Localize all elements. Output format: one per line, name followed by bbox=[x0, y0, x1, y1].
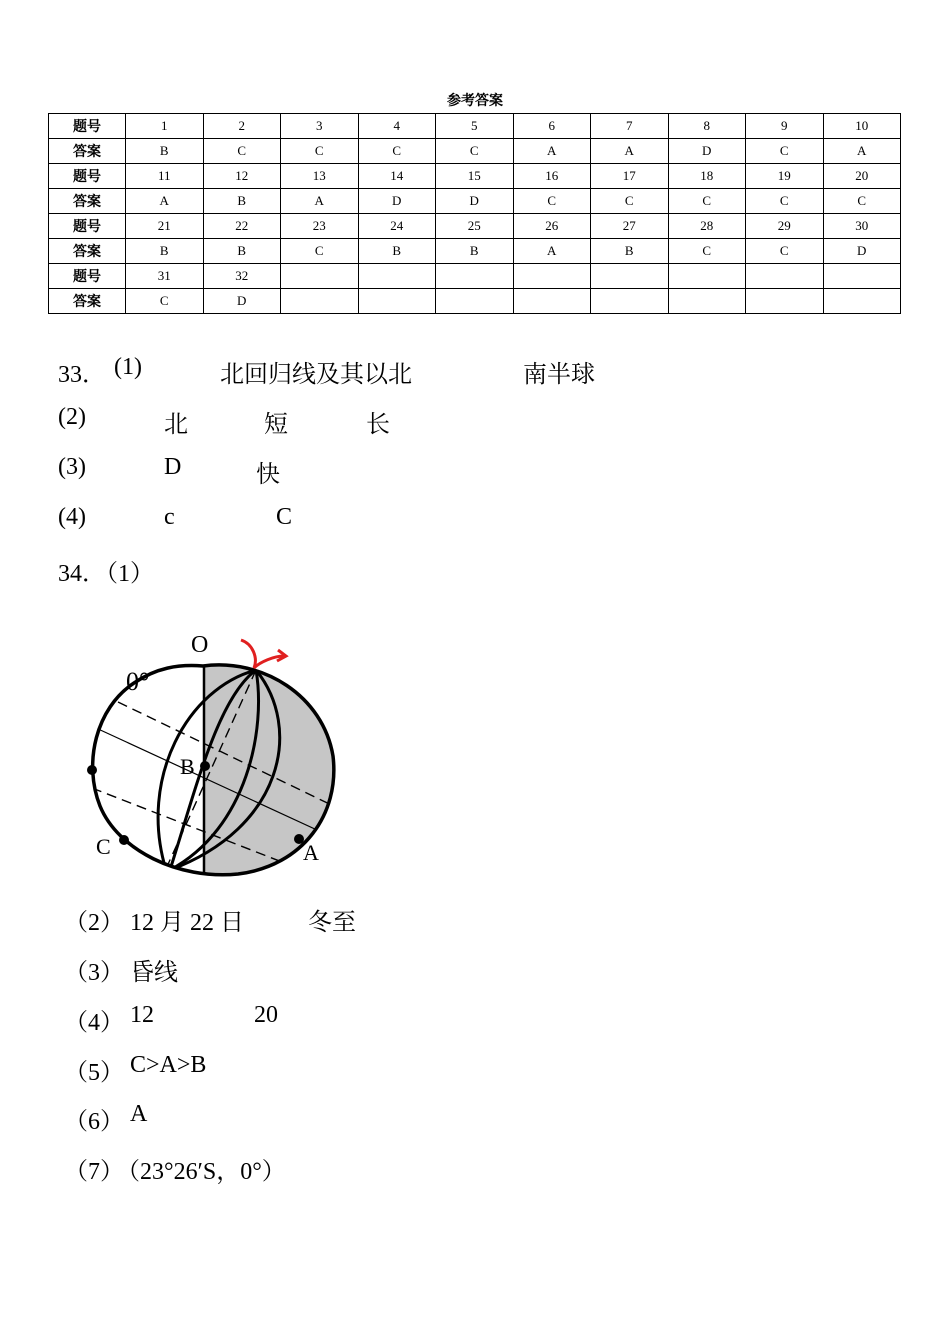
table-cell: 18 bbox=[668, 164, 746, 189]
table-cell: 19 bbox=[746, 164, 824, 189]
table-cell: C bbox=[591, 189, 669, 214]
table-row-label: 答案 bbox=[49, 289, 126, 314]
q33-part2-answer3: 长 bbox=[366, 412, 390, 438]
label-c: C bbox=[96, 834, 111, 859]
q34-part7-label: （7） bbox=[64, 1159, 124, 1185]
table-cell: 28 bbox=[668, 214, 746, 239]
table-row bbox=[49, 189, 901, 214]
table-cell bbox=[358, 289, 436, 314]
table-row-label: 答案 bbox=[49, 139, 126, 164]
table-row bbox=[49, 139, 901, 164]
rotation-arrow bbox=[241, 640, 284, 668]
table-cell: 31 bbox=[126, 264, 204, 289]
table-cell: C bbox=[668, 239, 746, 264]
q34-part2-label: （2） bbox=[64, 910, 124, 936]
table-cell: 27 bbox=[591, 214, 669, 239]
table-cell: 25 bbox=[436, 214, 514, 239]
table-row bbox=[49, 214, 901, 239]
table-cell: C bbox=[513, 189, 591, 214]
table-cell: 8 bbox=[668, 114, 746, 139]
q34-part3-label: （3） bbox=[64, 960, 124, 986]
q33-part2-answer1: 北 bbox=[164, 412, 188, 438]
table-row-label: 答案 bbox=[49, 239, 126, 264]
table-row-label: 题号 bbox=[49, 114, 126, 139]
table-cell: C bbox=[746, 239, 824, 264]
table-cell: D bbox=[668, 139, 746, 164]
table-row-label: 题号 bbox=[49, 264, 126, 289]
table-row bbox=[49, 289, 901, 314]
label-b: B bbox=[180, 754, 195, 779]
table-cell: B bbox=[126, 239, 204, 264]
table-cell: 14 bbox=[358, 164, 436, 189]
q34-part2-answer1: 12 月 22 日 bbox=[130, 910, 244, 936]
table-cell: 13 bbox=[281, 164, 359, 189]
table-cell bbox=[668, 289, 746, 314]
table-cell: 17 bbox=[591, 164, 669, 189]
table-cell: 30 bbox=[823, 214, 901, 239]
table-cell: 15 bbox=[436, 164, 514, 189]
table-cell bbox=[513, 264, 591, 289]
table-cell: 16 bbox=[513, 164, 591, 189]
q34-part7 bbox=[64, 1151, 286, 1232]
table-cell: C bbox=[281, 239, 359, 264]
table-cell: C bbox=[436, 139, 514, 164]
table-cell: C bbox=[823, 189, 901, 214]
q33-part3-answer1: D bbox=[164, 454, 182, 480]
q34-part4-label: （4） bbox=[64, 1010, 124, 1036]
table-cell: C bbox=[281, 139, 359, 164]
table-cell: 29 bbox=[746, 214, 824, 239]
answer-key-title: 参考答案 bbox=[447, 93, 503, 109]
table-row-label: 题号 bbox=[49, 214, 126, 239]
table-cell: 26 bbox=[513, 214, 591, 239]
table-row-label: 题号 bbox=[49, 164, 126, 189]
q33-part4-label: (4) bbox=[58, 504, 86, 530]
table-cell: B bbox=[436, 239, 514, 264]
table-cell: 4 bbox=[358, 114, 436, 139]
table-cell bbox=[513, 289, 591, 314]
table-cell bbox=[436, 264, 514, 289]
point-b-dot bbox=[200, 761, 210, 771]
table-cell: 6 bbox=[513, 114, 591, 139]
q33-part3-label: (3) bbox=[58, 454, 86, 480]
table-cell bbox=[591, 264, 669, 289]
q34-part6-label: （6） bbox=[64, 1109, 124, 1135]
table-cell: A bbox=[513, 139, 591, 164]
answer-table bbox=[48, 113, 901, 314]
table-cell bbox=[668, 264, 746, 289]
table-cell: D bbox=[358, 189, 436, 214]
table-cell: 21 bbox=[126, 214, 204, 239]
table-cell: 20 bbox=[823, 164, 901, 189]
q33-part1-answer2: 南半球 bbox=[523, 362, 595, 388]
table-cell: D bbox=[436, 189, 514, 214]
table-cell: A bbox=[513, 239, 591, 264]
table-cell bbox=[591, 289, 669, 314]
table-cell: A bbox=[281, 189, 359, 214]
table-cell: B bbox=[126, 139, 204, 164]
table-cell: C bbox=[746, 139, 824, 164]
table-cell bbox=[281, 289, 359, 314]
table-row bbox=[49, 114, 901, 139]
table-cell: B bbox=[591, 239, 669, 264]
table-cell: B bbox=[203, 189, 281, 214]
table-cell bbox=[746, 289, 824, 314]
table-cell: D bbox=[823, 239, 901, 264]
q33-part4-answer1: c bbox=[164, 504, 175, 530]
table-cell: C bbox=[746, 189, 824, 214]
table-cell: A bbox=[126, 189, 204, 214]
table-cell: 11 bbox=[126, 164, 204, 189]
table-cell: C bbox=[126, 289, 204, 314]
q33-number: 33． bbox=[58, 362, 106, 388]
table-cell: B bbox=[358, 239, 436, 264]
label-zero-degree: 0° bbox=[126, 667, 150, 696]
table-cell: C bbox=[668, 189, 746, 214]
table-row bbox=[49, 164, 901, 189]
table-row-label: 答案 bbox=[49, 189, 126, 214]
q34-part2-answer2: 冬至 bbox=[308, 910, 356, 936]
table-cell bbox=[358, 264, 436, 289]
table-cell bbox=[823, 289, 901, 314]
q33-part1-answer1: 北回归线及其以北 bbox=[220, 362, 412, 388]
table-cell: 32 bbox=[203, 264, 281, 289]
table-cell: A bbox=[823, 139, 901, 164]
table-row bbox=[49, 239, 901, 264]
q34-part5-label: （5） bbox=[64, 1060, 124, 1086]
label-a: A bbox=[303, 840, 319, 865]
table-cell bbox=[823, 264, 901, 289]
table-cell: D bbox=[203, 289, 281, 314]
point-c-dot bbox=[119, 835, 129, 845]
table-cell: 24 bbox=[358, 214, 436, 239]
table-cell bbox=[436, 289, 514, 314]
table-cell: 12 bbox=[203, 164, 281, 189]
q34-part6-answer1: A bbox=[130, 1101, 148, 1127]
table-cell: 1 bbox=[126, 114, 204, 139]
q34-part3-answer1: 昏线 bbox=[130, 960, 178, 986]
q34-part4-answer2: 20 bbox=[254, 1002, 278, 1028]
q33-part2-answer2: 短 bbox=[264, 412, 288, 438]
point-left-dot bbox=[87, 765, 97, 775]
label-o: O bbox=[191, 632, 209, 658]
table-cell bbox=[281, 264, 359, 289]
table-cell: 10 bbox=[823, 114, 901, 139]
q33-part4-answer2: C bbox=[276, 504, 293, 530]
table-cell: B bbox=[203, 239, 281, 264]
globe-diagram bbox=[78, 628, 348, 890]
table-cell: A bbox=[591, 139, 669, 164]
table-cell: 23 bbox=[281, 214, 359, 239]
table-cell: 3 bbox=[281, 114, 359, 139]
table-cell bbox=[746, 264, 824, 289]
q33-part3-answer2: 快 bbox=[256, 462, 280, 488]
q34-part5-answer1: C>A>B bbox=[130, 1052, 207, 1078]
table-row bbox=[49, 264, 901, 289]
q34-part1 bbox=[58, 553, 154, 607]
table-cell: 22 bbox=[203, 214, 281, 239]
table-cell: 9 bbox=[746, 114, 824, 139]
q33-part1-label: (1) bbox=[114, 354, 142, 380]
table-cell: 2 bbox=[203, 114, 281, 139]
q34-part4-answer1: 12 bbox=[130, 1002, 154, 1028]
table-cell: C bbox=[358, 139, 436, 164]
table-cell: 5 bbox=[436, 114, 514, 139]
table-cell: C bbox=[203, 139, 281, 164]
q34-part7-answer1: （23°26′S，0°） bbox=[116, 1159, 286, 1185]
q33-part2-label: (2) bbox=[58, 404, 86, 430]
q34-number: 34．（1） bbox=[58, 561, 154, 587]
table-cell: 7 bbox=[591, 114, 669, 139]
